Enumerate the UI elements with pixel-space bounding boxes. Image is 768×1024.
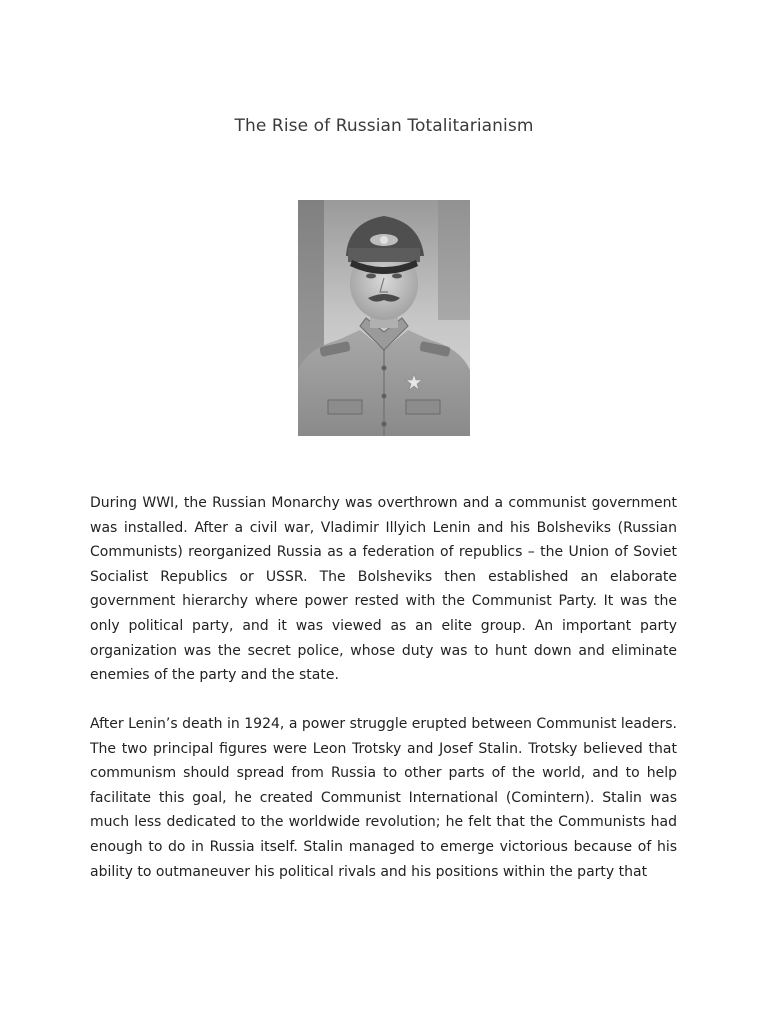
paragraph-1: During WWI, the Russian Monarchy was overthrown and a communist government was installed. After a civil war, Vladimir Illyich Lenin and his Bolsheviks (Russian Communists) reorganized Russia as a federation of republics – the Union of Soviet Socialist Republics or USSR. The Bolsheviks then established an elaborate government hierarchy where power rested with the Communist Party. It was the only political party, and it was viewed as an elite group. An important party organization was the secret police, whose duty was to hunt down and eliminate enemies of the party and the state. — [90, 495, 677, 684]
page-title: The Rise of Russian Totalitarianism — [234, 116, 534, 136]
paragraph-2: After Lenin’s death in 1924, a power struggle erupted between Communist leaders. The two principal figures were Leon Trotsky and Josef Stalin. Trotsky believed that communism should spread from Russia to other parts of the world, and to help facilitate this goal, he created Communist International (Comintern). Stalin was much less dedicated to the worldwide revolution; he felt that the Communists had enough to do in Russia itself. Stalin managed to emerge victorious because of his ability to outmaneuver his political rivals and his positions within the party that — [90, 716, 677, 880]
portrait-photo — [298, 200, 470, 436]
